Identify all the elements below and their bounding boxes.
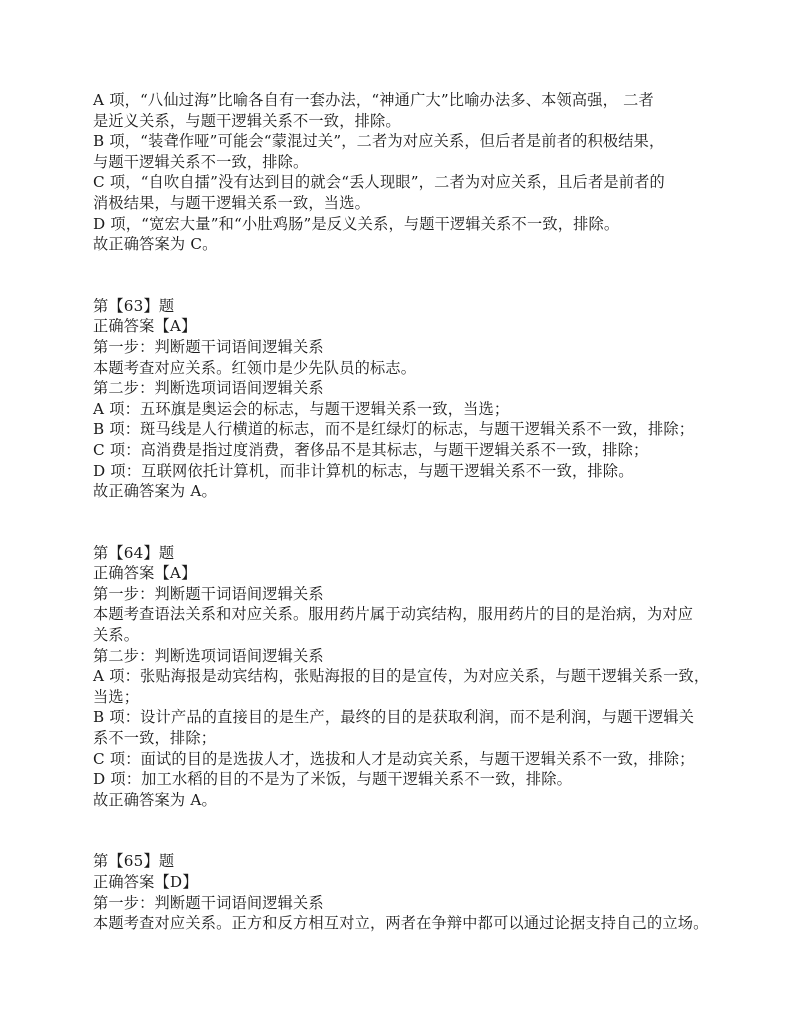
option-c-line: C 项：面试的目的是选拔人才，选拔和人才是动宾关系，与题干逻辑关系不一致，排除； <box>93 749 695 768</box>
text-line: 关系。 <box>93 626 140 645</box>
text-line: 当选； <box>93 687 140 706</box>
text-line: 与题干逻辑关系不一致，排除。 <box>93 152 309 171</box>
step-heading: 第一步：判断题干词语间逻辑关系 <box>93 584 324 603</box>
question-65-section <box>93 851 733 933</box>
step-heading: 第一步：判断题干词语间逻辑关系 <box>93 893 324 912</box>
conclusion-line: 故正确答案为 A。 <box>93 482 217 501</box>
option-d-line: D 项：互联网依托计算机，而非计算机的标志，与题干逻辑关系不一致，排除。 <box>93 461 634 480</box>
option-a-line: A 项：五环旗是奥运会的标志，与题干逻辑关系一致，当选； <box>93 399 510 418</box>
step-heading: 第一步：判断题干词语间逻辑关系 <box>93 337 324 356</box>
correct-answer: 正确答案【A】 <box>93 564 197 583</box>
option-c-line: C 项：高消费是指过度消费，奢侈品不是其标志，与题干逻辑关系不一致，排除； <box>93 440 649 459</box>
option-d-line: D 项：加工水稻的目的不是为了米饭，与题干逻辑关系不一致，排除。 <box>93 770 573 789</box>
section-gap <box>93 502 733 543</box>
question-title: 第【64】题 <box>93 543 175 562</box>
section-gap <box>93 810 733 851</box>
document-page <box>93 90 733 934</box>
text-line: C 项，“自吹自擂”没有达到目的就会“丢人现眼”，二者为对应关系，且后者是前者的 <box>93 173 665 192</box>
question-title: 第【65】题 <box>93 852 175 871</box>
question-63-section <box>93 296 733 502</box>
question-64-section <box>93 543 733 811</box>
text-line: 系不一致，排除； <box>93 729 217 748</box>
prev-answer-section <box>93 90 733 255</box>
text-line: 本题考查对应关系。红领巾是少先队员的标志。 <box>93 358 417 377</box>
correct-answer: 正确答案【D】 <box>93 873 198 891</box>
section-gap <box>93 255 733 296</box>
correct-answer: 正确答案【A】 <box>93 317 197 336</box>
text-line: 消极结果，与题干逻辑关系一致，当选。 <box>93 193 370 212</box>
option-a-line: A 项：张贴海报是动宾结构，张贴海报的目的是宣传，为对应关系，与题干逻辑关系一致， <box>93 667 710 686</box>
text-line: A 项，“八仙过海”比喻各自有一套办法，“神通广大”比喻办法多、本领高强， 二者 <box>93 91 654 109</box>
conclusion-line: 故正确答案为 A。 <box>93 790 217 809</box>
option-b-line: B 项：设计产品的直接目的是生产，最终的目的是获取利润，而不是利润，与题干逻辑关 <box>93 708 695 727</box>
text-line: 是近义关系，与题干逻辑关系不一致，排除。 <box>93 111 401 130</box>
question-title: 第【63】题 <box>93 296 175 315</box>
conclusion-line: 故正确答案为 C。 <box>93 235 218 254</box>
step-heading: 第二步：判断选项词语间逻辑关系 <box>93 646 324 665</box>
text-line: D 项，“宽宏大量”和“小肚鸡肠”是反义关系，与题干逻辑关系不一致，排除。 <box>93 214 620 233</box>
step-heading: 第二步：判断选项词语间逻辑关系 <box>93 379 324 398</box>
text-line: 本题考查对应关系。正方和反方相互对立，两者在争辩中都可以通过论据支持自己的立场。 <box>93 914 709 933</box>
text-line: 本题考查语法关系和对应关系。服用药片属于动宾结构，服用药片的目的是治病，为对应 <box>93 605 694 624</box>
text-line: B 项，“装聋作哑”可能会“蒙混过关”，二者为对应关系，但后者是前者的积极结果， <box>93 132 665 151</box>
option-b-line: B 项：斑马线是人行横道的标志，而不是红绿灯的标志，与题干逻辑关系不一致，排除； <box>93 420 695 439</box>
